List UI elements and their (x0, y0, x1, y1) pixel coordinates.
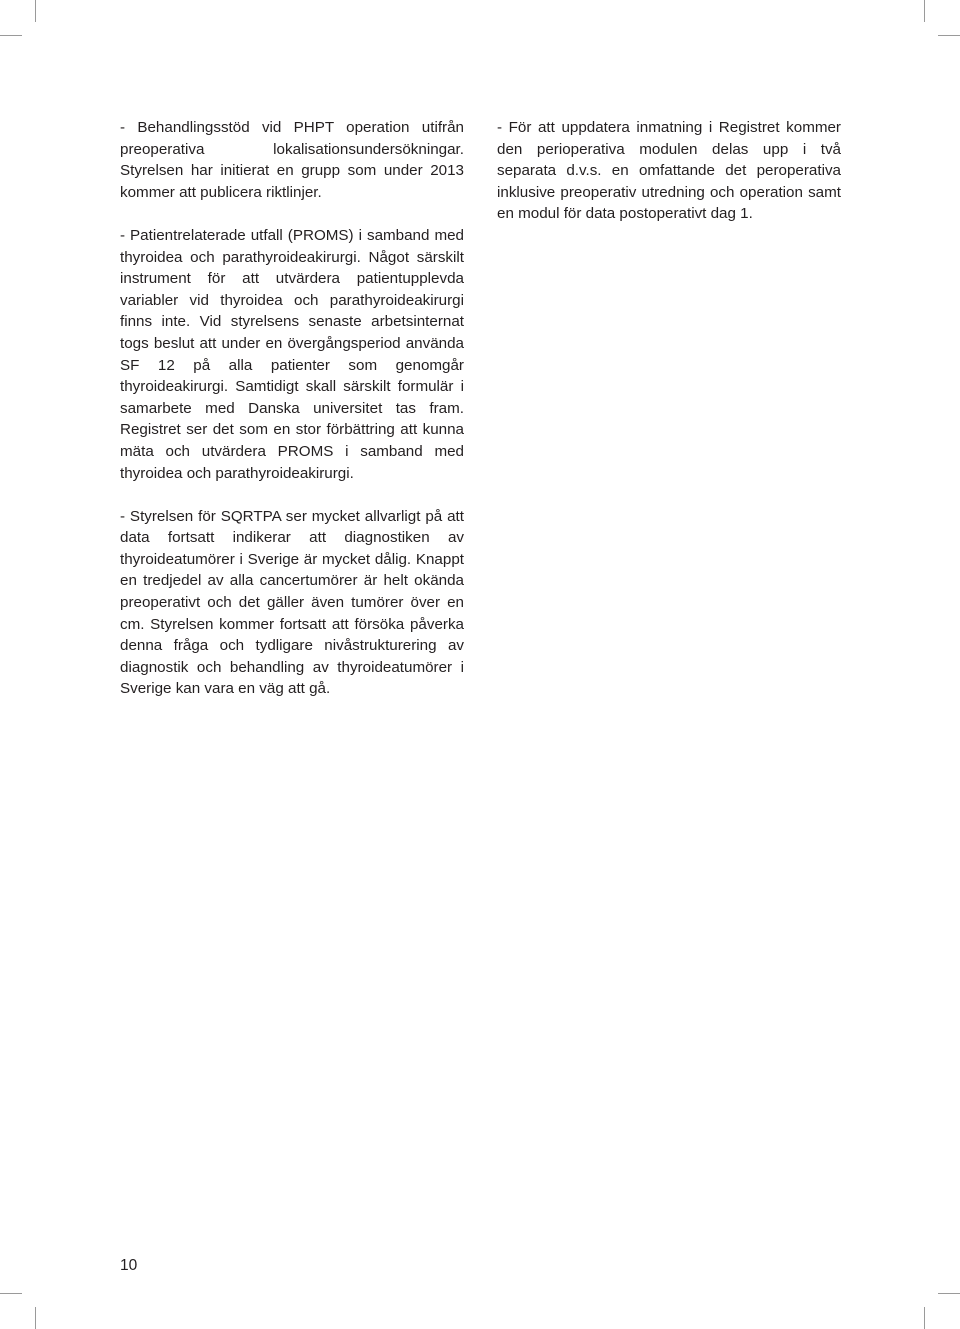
right-text-column (497, 117, 841, 225)
page-number: 10 (120, 1257, 138, 1274)
crop-mark-bottom-left-horizontal (0, 1293, 22, 1294)
crop-mark-top-right-vertical (924, 0, 925, 22)
crop-mark-bottom-left-vertical (35, 1307, 36, 1329)
crop-mark-top-right-horizontal (938, 35, 960, 36)
crop-mark-bottom-right-horizontal (938, 1293, 960, 1294)
paragraph-sqrtpa-diagnostics: - Styrelsen för SQRTPA ser mycket allvarligt på att data fortsatt indikerar att diagnostiken av thyroideatumörer i Sverige är mycket dålig. Knappt en tredjedel av alla cancertumörer är helt okända preoperativt och det gäller även tumörer över en cm. Styrelsen kommer fortsatt att försöka påverka denna fråga och tydligare nivåstrukturering av diagnostik och behandling av thyroideatumörer i Sverige kan vara en väg att gå. (120, 507, 464, 698)
crop-mark-top-left-vertical (35, 0, 36, 22)
paragraph-proms: - Patientrelaterade utfall (PROMS) i samband med thyroidea och parathyroideakirurgi. Något särskilt instrument för att utvärdera patientupplevda variabler vid thyroidea och parathyroideakirurgi finns inte. Vid styrelsens senaste arbetsinternat togs beslut att under en övergångsperiod använda SF 12 på alla patienter som genomgår thyroideakirurgi. Samtidigt skall särskilt formulär i samarbete med Danska universitet tas fram. Registret ser det som en stor förbättring att kunna mäta och utvärdera PROMS i samband med thyroidea och parathyroideakirurgi. (120, 226, 464, 482)
paragraph-perioperative-module: - För att uppdatera inmatning i Registret kommer den perioperativa modulen delas upp i två separata d.v.s. en omfattande det peroperativa inklusive preoperativ utredning och operation samt en modul för data postoperativt dag 1. (497, 119, 841, 223)
paragraph-phpt: - Behandlingsstöd vid PHPT operation utifrån preoperativa lokalisationsundersökningar. Styrelsen har initierat en grupp som under 2013 kommer att publicera riktlinjer. (120, 119, 464, 201)
left-text-column (120, 117, 464, 700)
crop-mark-bottom-right-vertical (924, 1307, 925, 1329)
crop-mark-top-left-horizontal (0, 35, 22, 36)
